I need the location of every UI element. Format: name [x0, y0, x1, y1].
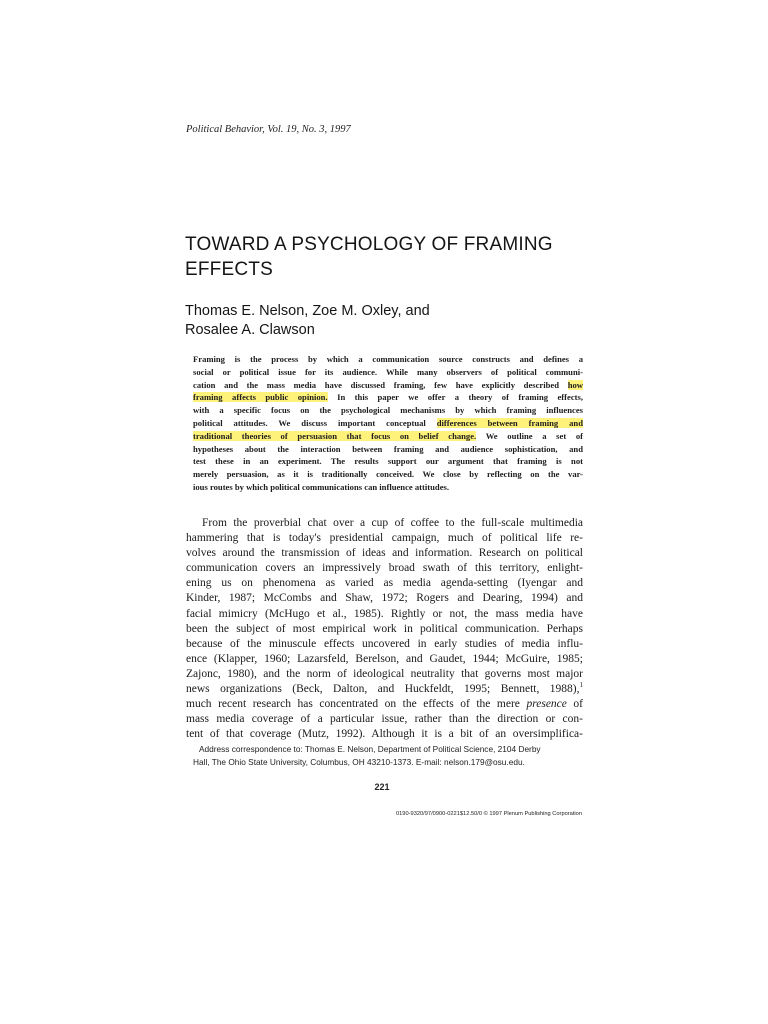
body-line: communication covers an impressively broad swath of this territory, enlight-: [186, 562, 583, 575]
author-line: Thomas E. Nelson, Zoe M. Oxley, and: [185, 303, 430, 319]
correspondence-note: [193, 743, 583, 769]
body-text: much recent research has concentrated on the effects of the mere: [186, 698, 520, 711]
abstract-line: [193, 391, 583, 404]
body-line: because of the minuscule effects uncovered in early studies of media influ-: [186, 637, 583, 650]
body-paragraph: [186, 516, 583, 742]
body-line: facial mimicry (McHugo et al., 1985). Rightly or not, the mass media have: [186, 607, 583, 620]
footnote-line: Address correspondence to: Thomas E. Nelson, Department of Political Science, 2104 Derby: [199, 744, 541, 754]
abstract-line: Framing is the process by which a communication source constructs and defines a: [193, 354, 583, 364]
journal-citation: Political Behavior, Vol. 19, No. 3, 1997: [186, 124, 351, 135]
body-line: mass media coverage of a particular issue, rather than the direction or con-: [186, 713, 583, 726]
body-line: been the subject of most empirical work in political communication. Perhaps: [186, 622, 583, 635]
footnote-marker: 1: [579, 681, 583, 690]
emphasized-word: presence: [526, 698, 567, 711]
body-text: news organizations (Beck, Dalton, and Huckfeldt, 1995; Bennett, 1988),: [186, 683, 580, 696]
author-list: [185, 302, 430, 340]
footnote-line: Hall, The Ohio State University, Columbus, OH 43210-1373. E-mail: nelson.179@osu.edu.: [193, 757, 525, 767]
abstract-line: [193, 430, 583, 443]
abstract-text: cation and the mass media have discussed framing, few have explicitly described: [193, 379, 560, 390]
abstract-line: ious routes by which political communications can influence attitudes.: [193, 481, 449, 492]
article-title: [185, 232, 605, 282]
abstract-line: merely persuasion, as it is traditionally conceived. We close by reflecting on the var-: [193, 469, 583, 480]
copyright-line: 0190-9320/97/0900-0221$12.50/0 © 1997 Plenum Publishing Corporation: [395, 811, 582, 817]
abstract-line: test these in an experiment. The results support our argument that framing is not: [193, 456, 583, 467]
body-line: [186, 697, 583, 712]
highlighted-text: traditional theories of persuasion that focus on belief change.: [193, 430, 477, 441]
abstract: [193, 353, 583, 494]
author-line: Rosalee A. Clawson: [185, 322, 315, 338]
highlighted-text: differences between framing and: [436, 417, 583, 428]
abstract-line: hypotheses about the interaction between framing and audience sophistication, and: [193, 443, 583, 454]
body-line: tent of that coverage (Mutz, 1992). Although it is a bit of an oversimplifica-: [186, 728, 583, 741]
body-line: Zajonc, 1980), and the norm of ideological neutrality that governs most major: [186, 667, 583, 680]
abstract-line: [193, 379, 583, 392]
highlighted-text: how: [567, 379, 583, 390]
body-line: hammering that is today's presidential campaign, much of political life re-: [186, 532, 583, 545]
body-text: of: [573, 698, 584, 711]
body-line: ening us on phenomena as varied as media agenda-setting (Iyengar and: [186, 577, 583, 590]
page-number: 221: [374, 782, 390, 792]
title-line: EFFECTS: [185, 259, 273, 280]
abstract-line: [193, 417, 583, 430]
title-line: TOWARD A PSYCHOLOGY OF FRAMING: [185, 234, 553, 255]
abstract-line: social or political issue for its audience. While many observers of political communi-: [193, 366, 583, 377]
abstract-line: with a specific focus on the psychological mechanisms by which framing influences: [193, 405, 583, 416]
body-line: Kinder, 1987; McCombs and Shaw, 1972; Rogers and Dearing, 1994) and: [186, 592, 583, 605]
abstract-text: In this paper we offer a theory of framing effects,: [337, 392, 583, 403]
abstract-text: We outline a set of: [485, 430, 583, 441]
body-line: [186, 682, 583, 697]
highlighted-text: framing affects public opinion.: [193, 392, 328, 403]
body-line: ence (Klapper, 1960; Lazarsfeld, Berelson, and Gaudet, 1944; McGuire, 1985;: [186, 652, 583, 665]
abstract-text: political attitudes. We discuss important conceptual: [193, 417, 426, 428]
body-line: From the proverbial chat over a cup of coffee to the full-scale multimedia: [202, 517, 583, 529]
body-line: volves around the transmission of ideas and information. Research on political: [186, 547, 583, 560]
